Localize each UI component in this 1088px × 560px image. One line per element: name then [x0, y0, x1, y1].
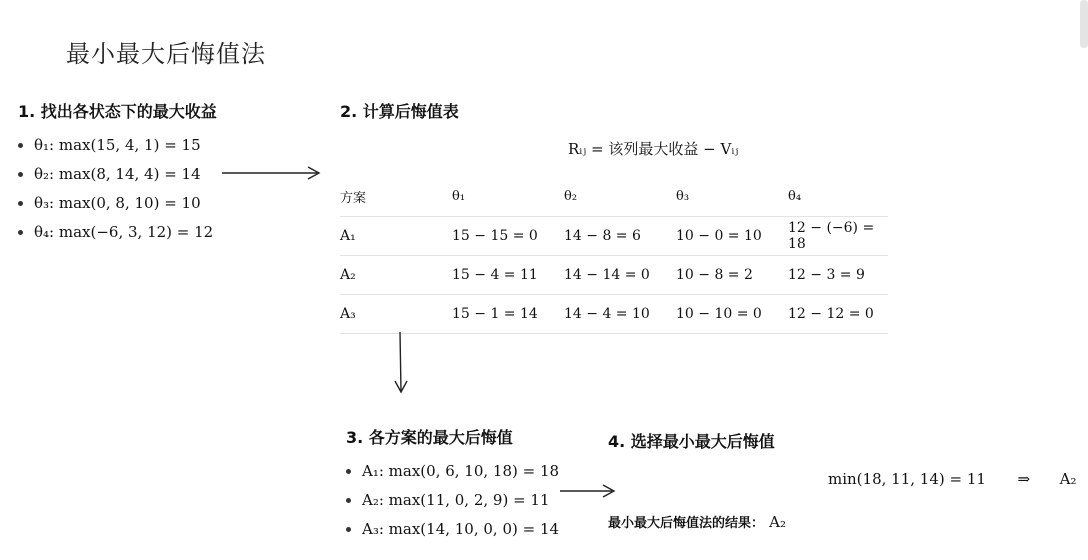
table-cell: 10 − 0 = 10 — [676, 217, 788, 256]
table-cell: 12 − 12 = 0 — [788, 295, 888, 334]
min-expression: min(18, 11, 14) = 11 — [828, 470, 986, 488]
chosen-option: A₂ — [1059, 470, 1077, 488]
step1-list — [18, 135, 213, 251]
table-row — [340, 217, 888, 256]
table-row — [340, 256, 888, 295]
step4-heading: 4. 选择最小最大后悔值 — [608, 432, 775, 451]
table-cell: 10 − 8 = 2 — [676, 256, 788, 295]
table-cell: A₃ — [340, 295, 452, 334]
table-cell: 10 − 10 = 0 — [676, 295, 788, 334]
arrow-right-icon — [222, 166, 322, 180]
list-item: A₂: max(11, 0, 2, 9) = 11 — [346, 490, 559, 519]
implies-icon: ⇒ — [1017, 470, 1031, 488]
table-header-row — [340, 176, 888, 217]
result-label: 最小最大后悔值法的结果： — [608, 516, 765, 531]
step3-list — [346, 461, 559, 548]
table-cell: 14 − 8 = 6 — [564, 217, 676, 256]
step3-heading: 3. 各方案的最大后悔值 — [346, 428, 513, 447]
list-item: θ₄: max(−6, 3, 12) = 12 — [18, 222, 213, 251]
list-item: θ₁: max(15, 4, 1) = 15 — [18, 135, 213, 164]
column-header: 方案 — [340, 176, 452, 217]
scrollbar[interactable] — [1080, 0, 1088, 48]
column-header: θ₂ — [564, 176, 676, 217]
regret-table — [340, 176, 888, 334]
step1-heading: 1. 找出各状态下的最大收益 — [18, 102, 217, 121]
table-cell: A₂ — [340, 256, 452, 295]
column-header: θ₁ — [452, 176, 564, 217]
table-cell: 15 − 15 = 0 — [452, 217, 564, 256]
step2-heading: 2. 计算后悔值表 — [340, 102, 459, 121]
table-cell: 12 − (−6) = 18 — [788, 217, 888, 256]
table-cell: A₁ — [340, 217, 452, 256]
min-formula — [828, 470, 1076, 488]
arrow-down-icon — [393, 332, 407, 394]
table-cell: 14 − 14 = 0 — [564, 256, 676, 295]
result-line — [608, 512, 786, 531]
table-row — [340, 295, 888, 334]
page-title: 最小最大后悔值法 — [66, 40, 266, 68]
list-item: θ₂: max(8, 14, 4) = 14 — [18, 164, 213, 193]
list-item: A₃: max(14, 10, 0, 0) = 14 — [346, 519, 559, 548]
table-cell: 14 − 4 = 10 — [564, 295, 676, 334]
table-cell: 15 − 4 = 11 — [452, 256, 564, 295]
column-header: θ₃ — [676, 176, 788, 217]
arrow-right-icon — [560, 484, 616, 498]
list-item: A₁: max(0, 6, 10, 18) = 18 — [346, 461, 559, 490]
list-item: θ₃: max(0, 8, 10) = 10 — [18, 193, 213, 222]
regret-formula: Rᵢⱼ = 该列最大收益 − Vᵢⱼ — [568, 140, 739, 158]
table-cell: 12 − 3 = 9 — [788, 256, 888, 295]
result-value: A₂ — [769, 513, 786, 531]
table-cell: 15 − 1 = 14 — [452, 295, 564, 334]
column-header: θ₄ — [788, 176, 888, 217]
